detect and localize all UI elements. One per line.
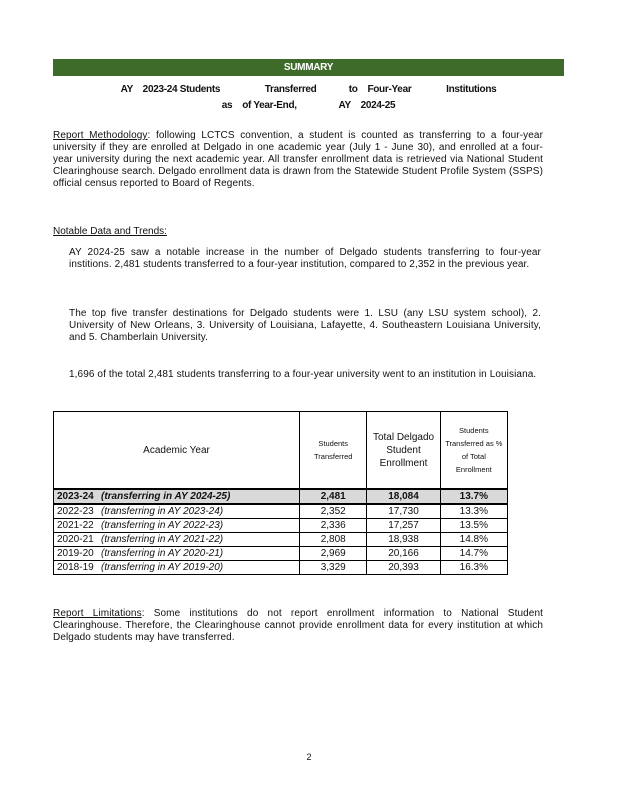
row-year-cell [54,519,300,533]
summary-banner: SUMMARY [53,59,564,76]
row-transferred: 2,352 [300,504,367,519]
row-pct: 14.7% [440,547,507,561]
row-transferred: 2,336 [300,519,367,533]
row-enrollment: 18,084 [367,489,440,504]
row-pct: 13.5% [440,519,507,533]
row-year: 2020-21 [57,534,94,545]
table-row [54,504,508,519]
row-pct: 14.8% [440,533,507,547]
row-enrollment: 20,393 [367,561,440,575]
row-enrollment: 18,938 [367,533,440,547]
header-academic-year: Academic Year [54,412,300,490]
page-number: 2 [306,752,312,762]
methodology-label: Report Methodology [53,130,148,141]
row-enrollment: 20,166 [367,547,440,561]
row-note: (transferring in AY 2022-23) [101,520,224,531]
limitations-label: Report Limitations [53,608,142,619]
trend-paragraph-1: AY 2024-25 saw a notable increase in the number of Delgado students transferring to four-year institions. 2,481 students transferred to a four-year institution, compared to 2,352 in the previous year. [69,247,541,270]
row-transferred: 2,481 [300,489,367,504]
trend-paragraph-2: The top five transfer destinations for Delgado students were 1. LSU (any LSU system school), 2. University of New Orleans, 3. University of Louisiana, Lafayette, 4. Southeastern Louisiana University, and 5. Chamberlain University. [69,308,541,343]
row-note: (transferring in AY 2021-22) [101,534,224,545]
row-transferred: 3,329 [300,561,367,575]
row-year: 2022-23 [57,506,94,517]
row-note: (transferring in AY 2024-25) [101,491,231,502]
header-total-enrollment: Total Delgado Student Enrollment [367,412,440,490]
row-note: (transferring in AY 2019-20) [101,562,224,573]
report-title-line-1: AY 2023-24 Students Transferred to Four-Year Institutions [120,84,497,95]
row-year-cell [54,504,300,519]
limitations-text: : Some institutions do not report enrollment information to National Student Clearinghouse. Therefore, the Clearinghouse cannot provide enrollment data for every institution at which Delgado students may have transferred. [53,608,543,643]
row-note: (transferring in AY 2020-21) [101,548,224,559]
row-transferred: 2,808 [300,533,367,547]
row-year-cell [54,533,300,547]
row-note: (transferring in AY 2023-24) [101,506,224,517]
transfer-table [53,411,508,575]
methodology-paragraph [53,130,543,190]
trends-heading: Notable Data and Trends: [53,226,167,237]
limitations-paragraph [53,608,543,644]
row-year-cell [54,561,300,575]
row-enrollment: 17,730 [367,504,440,519]
row-year-cell [54,489,300,504]
row-year: 2019-20 [57,548,94,559]
table-row [54,519,508,533]
methodology-text: : following LCTCS convention, a student is counted as transferring to a four-year university if they are enrolled at Delgado in one academic year (July 1 - June 30), and enrolled at a four-year university during the next academic year. All transfer enrollment data is retrieved via National Student Clearinghouse search. Delgado enrollment data is drawn from the Statewide Student Profile System (SSPS) official census reported to Board of Regents. [53,130,543,189]
table-row [54,547,508,561]
row-year: 2021-22 [57,520,94,531]
header-students-transferred: Students Transferred [300,412,367,490]
header-pct-transferred: Students Transferred as % of Total Enrollment [440,412,507,490]
table-row [54,489,508,504]
row-pct: 13.7% [440,489,507,504]
row-year: 2023-24 [57,491,94,502]
report-title-line-2: as of Year-End, AY 2024-25 [221,100,396,111]
table-row [54,533,508,547]
table-header-row [54,412,508,490]
row-pct: 16.3% [440,561,507,575]
row-year: 2018-19 [57,562,94,573]
row-year-cell [54,547,300,561]
row-pct: 13.3% [440,504,507,519]
row-transferred: 2,969 [300,547,367,561]
row-enrollment: 17,257 [367,519,440,533]
table-row [54,561,508,575]
trend-paragraph-3: 1,696 of the total 2,481 students transferring to a four-year university went to an institution in Louisiana. [69,369,537,380]
